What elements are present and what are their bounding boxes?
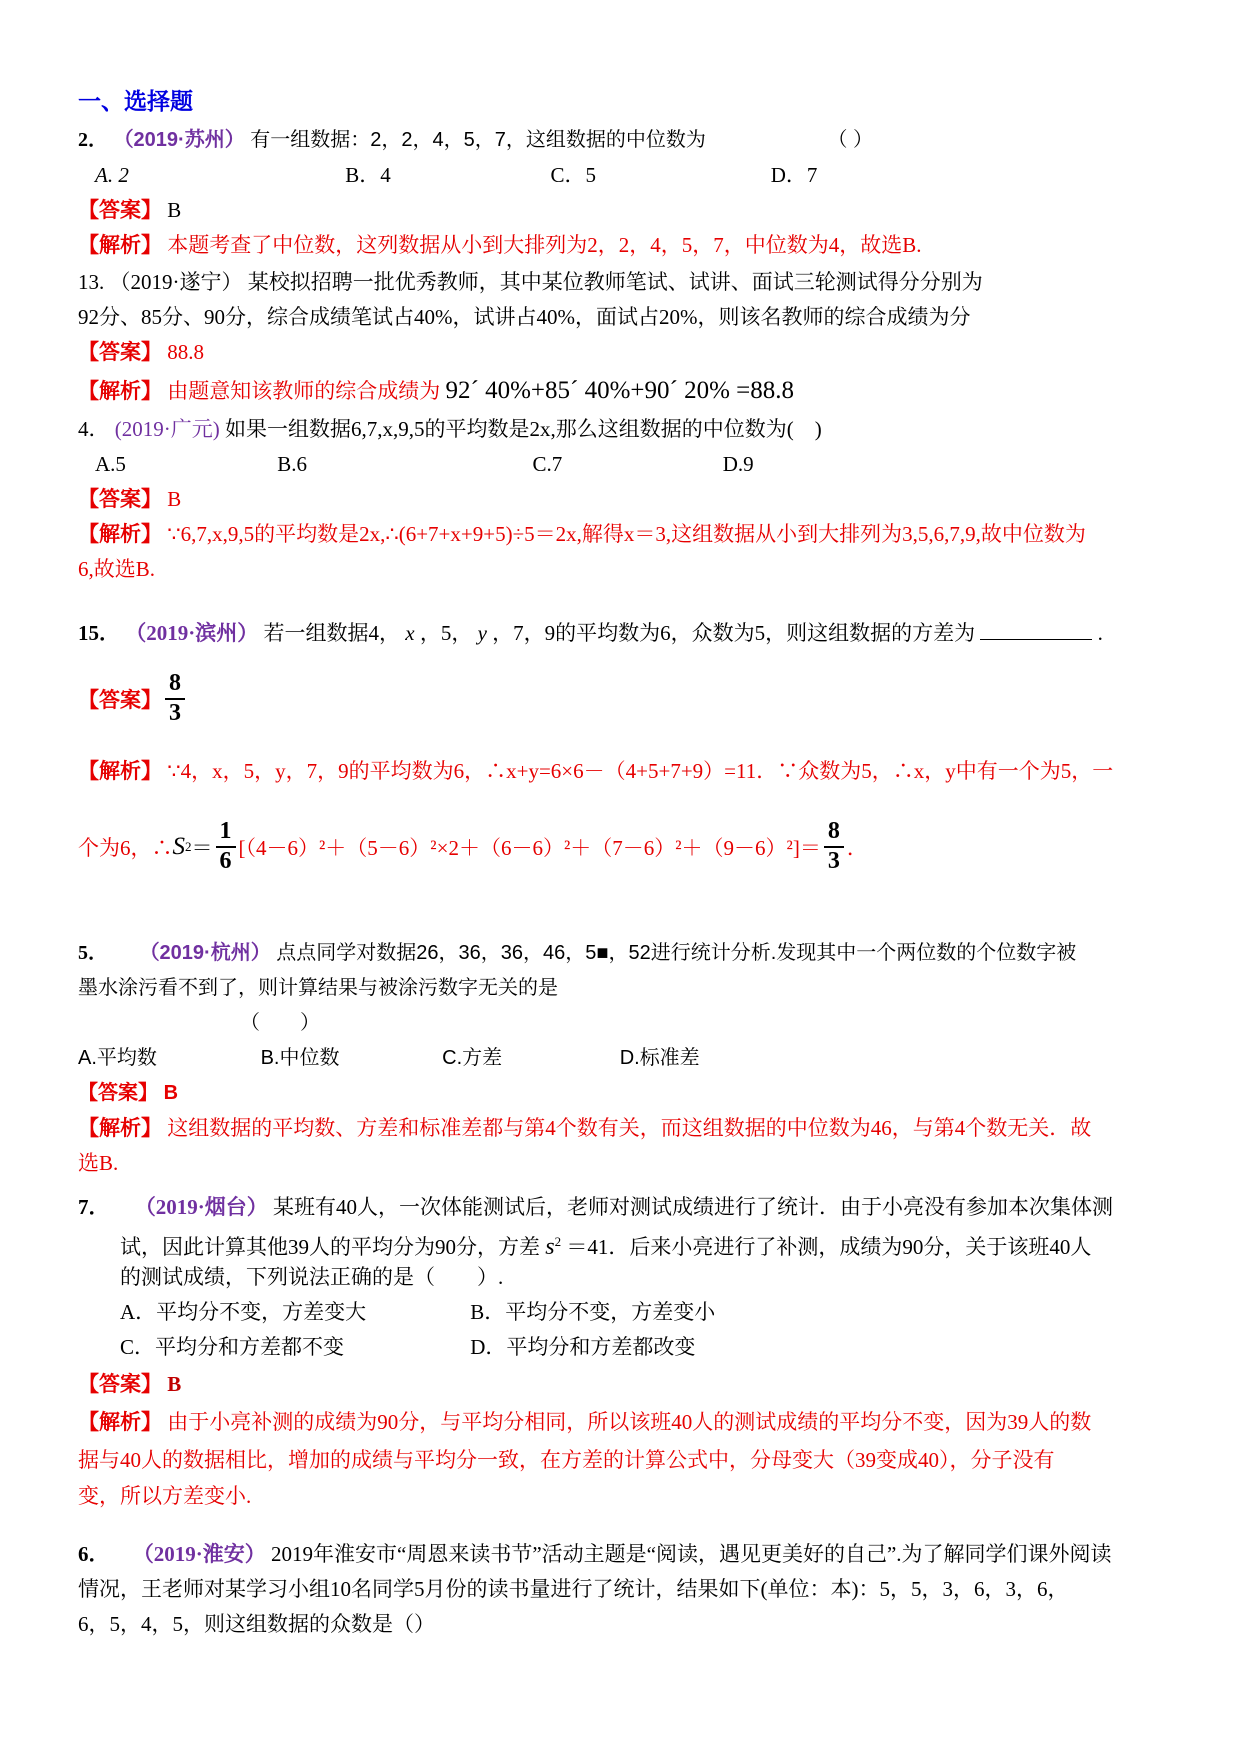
q7-analysis-line2 <box>78 1443 1171 1477</box>
q13-stem-text2: 92分、85分、90分，综合成绩笔试占40%，试讲占40%，面试占20%，则该名教师的综合成绩为分 <box>78 305 971 329</box>
q15-blank-line <box>980 619 1092 640</box>
q15-stem-b: ，5， <box>419 621 473 645</box>
q15-stem-line <box>78 616 1171 650</box>
q2-answer-label: 【答案】 <box>78 198 162 222</box>
q13-number: 13. <box>78 270 105 294</box>
q15-analysis2-tail: ． <box>846 836 868 860</box>
q2-answer-value: B <box>167 198 182 222</box>
q15-one-sixth-fraction <box>216 818 236 875</box>
q15-analysis2-red1: 个为6，∴ <box>78 836 173 860</box>
q15-stem-a: 若一组数据4， <box>263 621 401 645</box>
q15-stem-c: ，7，9的平均数为6，众数为5，则这组数据的方差为 <box>492 621 976 645</box>
q5-paren-line <box>78 1006 1171 1040</box>
q15-one-sixth-numerator: 1 <box>216 818 236 848</box>
q7-option-a: A．平均分不变，方差变大 <box>120 1300 367 1324</box>
q4-analysis-line1 <box>78 517 1171 551</box>
q6-source: （2019·淮安） <box>132 1542 266 1566</box>
q15-variance-exponent: 2 <box>185 839 192 854</box>
q13-source: （2019·遂宁） <box>109 270 243 294</box>
q2-stem-line <box>78 123 1171 157</box>
q2-source: （2019·苏州） <box>113 129 245 151</box>
q4-options <box>78 447 1171 481</box>
q7-stem-text2b: ＝41．后来小亮进行了补测，成绩为90分，关于该班40人 <box>566 1235 1092 1259</box>
q7-stem-text3: 的测试成绩，下列说法正确的是（ ）. <box>120 1265 504 1289</box>
q6-stem-line3 <box>78 1607 1171 1641</box>
q4-stem-line <box>78 412 1171 446</box>
q4-answer-label: 【答案】 <box>78 487 162 511</box>
q7-stem-text1: 某班有40人，一次体能测试后，老师对测试成绩进行了统计．由于小亮没有参加本次集体测 <box>273 1195 1114 1219</box>
q7-stem-line3 <box>78 1260 1171 1294</box>
q7-answer-line <box>78 1367 1171 1401</box>
q13-stem-line1 <box>78 265 1171 299</box>
q4-option-d: D.9 <box>722 452 754 476</box>
q7-stem-line1 <box>78 1190 1171 1224</box>
q6-stem-line2 <box>78 1572 1171 1606</box>
q2-stem-text: 有一组数据：2，2，4，5，7，这组数据的中位数为 <box>250 129 706 151</box>
q6-stem-text3: 6，5，4，5，则这组数据的众数是（） <box>78 1612 435 1636</box>
q7-option-c: C．平均分和方差都不变 <box>120 1335 345 1359</box>
q15-var-y: y <box>477 621 487 645</box>
q2-option-c: C．5 <box>550 163 597 187</box>
q7-option-b: B．平均分不变，方差变小 <box>470 1300 716 1324</box>
q15-answer-fraction-numerator: 8 <box>165 670 185 700</box>
q2-option-d: D．7 <box>770 163 818 187</box>
q15-one-sixth-denominator: 6 <box>219 848 232 874</box>
q7-source: （2019·烟台） <box>134 1195 268 1219</box>
q15-answer-fraction-denominator: 3 <box>169 700 181 726</box>
q2-answer-line <box>78 193 1171 227</box>
q7-analysis-line1 <box>78 1405 1171 1439</box>
q2-option-a: A. 2 <box>95 163 129 187</box>
q7-option-d: D．平均分和方差都改变 <box>470 1335 696 1359</box>
q15-answer-fraction <box>165 670 185 727</box>
q5-analysis-line1 <box>78 1111 1171 1145</box>
q13-stem-line2 <box>78 300 1171 334</box>
q7-analysis-text3: 变，所以方差变小. <box>78 1484 252 1508</box>
q15-answer-line <box>78 668 1171 730</box>
q15-analysis2-red2: [（4－6）²＋（5－6）²×2＋（6－6）²＋（7－6）²＋（9－6）²]＝ <box>238 836 821 860</box>
q5-analysis-label: 【解析】 <box>78 1116 162 1140</box>
q7-stem-text2a: 试，因此计算其他39人的平均分为90分，方差 <box>120 1235 540 1259</box>
q13-analysis-formula: 92´ 40%+85´ 40%+90´ 20% =88.8 <box>445 377 794 404</box>
q7-analysis-line3 <box>78 1479 1171 1513</box>
section-title: 一、选择题 <box>78 88 193 114</box>
q6-number: 6． <box>78 1542 110 1566</box>
q2-answer-paren: （ ） <box>827 129 874 151</box>
q13-analysis-text: 由题意知该教师的综合成绩为 <box>167 379 441 403</box>
q7-options-row2 <box>78 1330 1171 1364</box>
q5-answer-label: 【答案】 <box>78 1082 158 1104</box>
q15-stem-tail: . <box>1097 621 1103 645</box>
q15-answer-label: 【答案】 <box>78 688 162 712</box>
q5-answer-paren: （ ） <box>240 1012 320 1034</box>
q6-stem-text1: 2019年淮安市“周恩来读书节”活动主题是“阅读，遇见更美好的自己”.为了解同学们课外阅读 <box>271 1542 1112 1566</box>
q7-options-row1 <box>78 1295 1171 1329</box>
q7-variance-exponent: 2 <box>554 1234 562 1249</box>
q15-variance-symbol: S <box>172 833 185 860</box>
q15-analysis-line1 <box>78 754 1171 788</box>
q15-analysis-text1: ∵4，x，5，y，7，9的平均数为6，∴x+y=6×6－（4+5+7+9）=11．∵众数为5，∴x，y中有一个为5，一 <box>167 759 1114 783</box>
q13-analysis-line <box>78 371 1171 411</box>
q5-option-c: C.方差 <box>442 1047 503 1069</box>
q4-stem-text: 如果一组数据6,7,x,9,5的平均数是2x,那么这组数据的中位数为( ) <box>224 417 822 441</box>
q4-analysis-text1: ∵6,7,x,9,5的平均数是2x,∴(6+7+x+9+5)÷5＝2x,解得x＝3,这组数据从小到大排列为3,5,6,7,9,故中位数为 <box>167 522 1086 546</box>
q5-option-a: A.平均数 <box>78 1047 157 1069</box>
q15-result-numerator: 8 <box>824 818 844 848</box>
q2-option-b: B．4 <box>345 163 391 187</box>
q5-analysis-text2: 选B. <box>78 1151 119 1175</box>
q7-number: 7． <box>78 1195 110 1219</box>
q5-stem-text2: 墨水涂污看不到了，则计算结果与被涂污数字无关的是 <box>78 977 558 999</box>
q7-answer-value: B <box>167 1372 182 1396</box>
q5-source: （2019·杭州） <box>139 942 271 964</box>
q15-number: 15． <box>78 621 120 645</box>
q7-answer-label: 【答案】 <box>78 1372 162 1396</box>
q2-options <box>78 158 1171 192</box>
q13-stem-text1: 某校拟招聘一批优秀教师，其中某位教师笔试、试讲、面试三轮测试得分分别为 <box>247 270 983 294</box>
q15-result-denominator: 3 <box>827 848 840 874</box>
q15-result-fraction <box>824 818 844 875</box>
q5-option-d: D.标准差 <box>619 1047 700 1069</box>
q2-analysis-line <box>78 228 1171 262</box>
q4-answer-value: B <box>167 487 182 511</box>
q6-stem-text2: 情况，王老师对某学习小组10名同学5月份的读书量进行了统计，结果如下(单位：本)：5，5，3，6，3，6， <box>78 1577 1069 1601</box>
q15-source: （2019·滨州） <box>125 621 259 645</box>
q5-analysis-line2 <box>78 1146 1171 1180</box>
q5-option-b: B.中位数 <box>260 1047 340 1069</box>
q7-analysis-text1: 由于小亮补测的成绩为90分，与平均分相同，所以该班40人的测试成绩的平均分不变，因为39人的数 <box>167 1410 1092 1434</box>
q6-stem-line1 <box>78 1537 1171 1571</box>
q4-option-b: B.6 <box>277 452 308 476</box>
q4-number: 4． <box>78 417 110 441</box>
q4-analysis-label: 【解析】 <box>78 522 162 546</box>
q13-answer-line <box>78 335 1171 369</box>
q5-analysis-text1: 这组数据的平均数、方差和标准差都与第4个数有关，而这组数据的中位数为46，与第4个数无关．故 <box>167 1116 1092 1140</box>
q15-analysis-label: 【解析】 <box>78 759 162 783</box>
q13-analysis-label: 【解析】 <box>78 379 162 403</box>
q2-analysis-text: 本题考查了中位数，这列数据从小到大排列为2，2，4，5，7，中位数为4，故选B. <box>167 233 922 257</box>
q5-number: 5． <box>78 942 108 964</box>
q2-analysis-label: 【解析】 <box>78 233 162 257</box>
q13-answer-label: 【答案】 <box>78 340 162 364</box>
q7-stem-line2 <box>78 1225 1171 1259</box>
q4-analysis-text2: 6,故选B. <box>78 557 156 581</box>
q15-var-x: x <box>405 621 415 645</box>
q4-source: (2019·广元) <box>114 417 220 441</box>
q5-stem-line1 <box>78 936 1171 970</box>
q15-analysis-line2 <box>78 816 1171 878</box>
q2-number: 2． <box>78 129 108 151</box>
q4-option-a: A.5 <box>95 452 126 476</box>
q13-answer-value: 88.8 <box>167 340 204 364</box>
q5-stem-text1: 点点同学对数据26，36，36，46，5■，52进行统计分析.发现其中一个两位数的个位数字被 <box>276 942 1077 964</box>
q7-variance-symbol: s <box>545 1234 555 1260</box>
q5-stem-line2 <box>78 971 1171 1005</box>
q4-analysis-line2 <box>78 552 1171 586</box>
q5-answer-line <box>78 1076 1171 1110</box>
q5-answer-value: B <box>163 1082 179 1104</box>
q4-answer-line <box>78 482 1171 516</box>
q5-options <box>78 1041 1171 1075</box>
q7-analysis-label: 【解析】 <box>78 1410 162 1434</box>
q4-option-c: C.7 <box>532 452 563 476</box>
q15-equals-sign: ＝ <box>191 836 213 860</box>
q7-analysis-text2: 据与40人的数据相比，增加的成绩与平均分一致，在方差的计算公式中，分母变大（39变成40），分子没有 <box>78 1448 1055 1472</box>
